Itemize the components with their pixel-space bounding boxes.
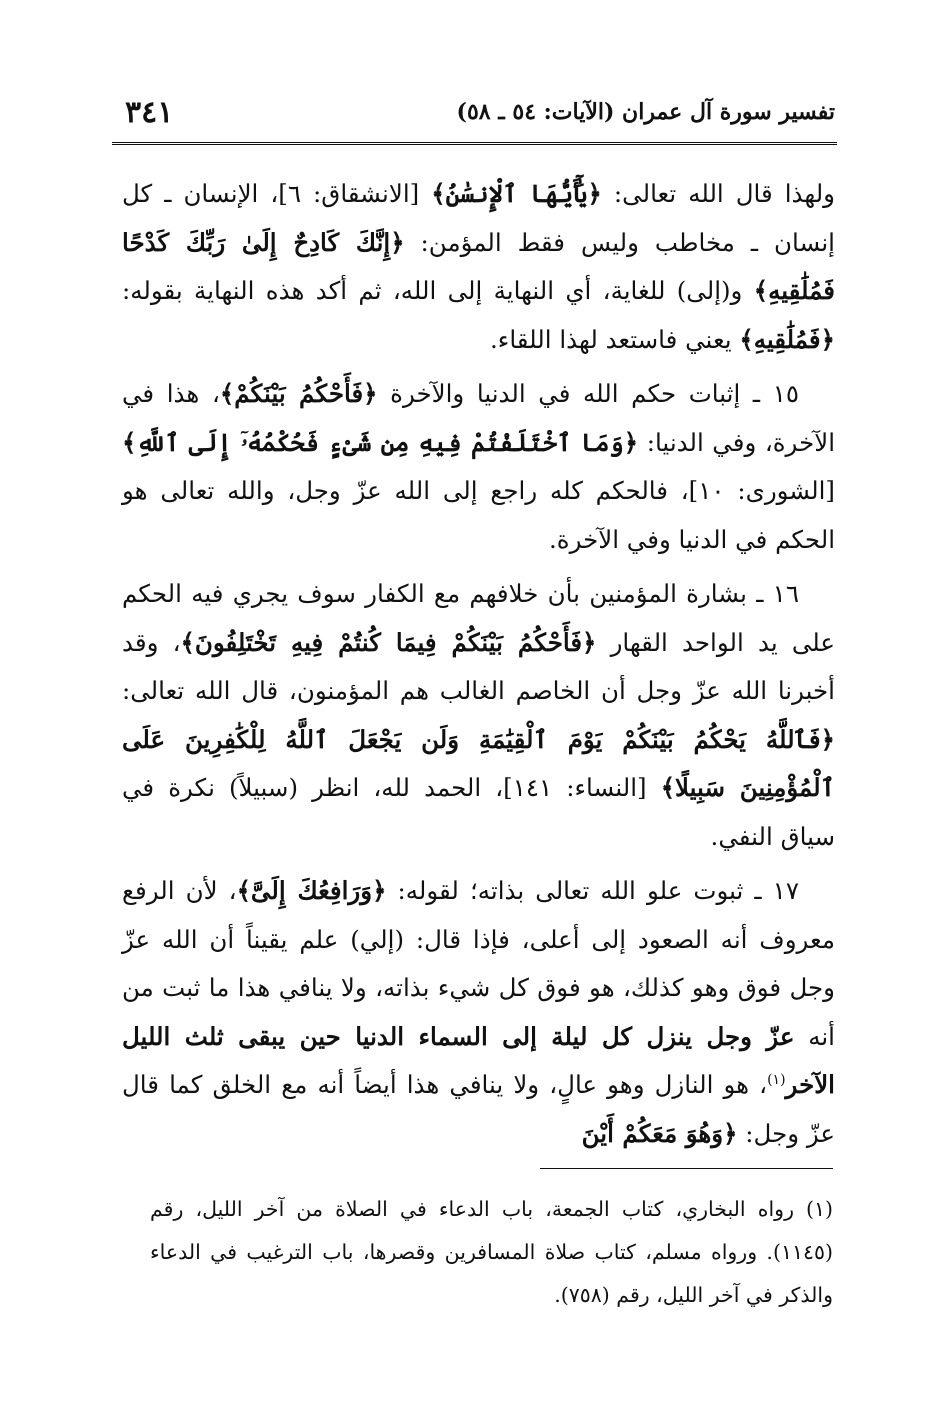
text-run: [الانشقاق: ٦]، الإنسان ـ كل إنسان ـ مخاطب وليس فقط المؤمن: xyxy=(122,179,835,257)
page-number: ٣٤١ xyxy=(125,94,174,130)
text-run: يعني فاستعد لهذا اللقاء. xyxy=(490,324,740,354)
main-text xyxy=(122,170,835,1164)
text-run: ، وقد أخبرنا الله عزّ وجل أن الخاصم الغالب هم المؤمنون، قال الله تعالى: xyxy=(122,627,835,705)
footnotes xyxy=(150,1188,833,1317)
paragraph-1 xyxy=(122,170,835,364)
footnote-1 xyxy=(150,1188,833,1317)
quran-verse: ﴿يَٰٓأَيُّهَا ٱلْإِنسَٰنُ﴾ xyxy=(431,179,602,208)
quran-verse: ﴿فَمُلَٰقِيهِ﴾ xyxy=(739,324,835,354)
running-header xyxy=(125,88,835,136)
text-run: ١٥ ـ إثبات حكم الله في الدنيا والآخرة xyxy=(377,379,800,408)
paragraph-2 xyxy=(122,370,835,564)
footnote-reference: (١) xyxy=(767,1071,786,1088)
text-run: ، هذا في الآخرة، وفي الدنيا: xyxy=(122,379,836,457)
text-run: و(إلى) للغاية، أي النهاية إلى الله، ثم أكد هذه النهاية بقوله: xyxy=(122,276,754,305)
text-run: ولهذا قال الله تعالى: xyxy=(601,179,835,208)
emphasized-text: عزّ وجل ينزل كل ليلة إلى السماء الدنيا حين يبقى ثلث الليل الآخر xyxy=(122,1021,835,1099)
quran-verse: ﴿وَهُوَ مَعَكُمْ أَيْنَ xyxy=(581,1118,738,1148)
text-run: [الشورى: ١٠]، فالحكم كله راجع إلى الله عزّ وجل، والله تعالى هو الحكم في الدنيا وفي الآخرة. xyxy=(122,476,835,554)
paragraph-4 xyxy=(122,867,835,1158)
footnote-marker: (١) xyxy=(805,1197,833,1221)
text-run: ١٧ ـ ثبوت علو الله تعالى بذاته؛ لقوله: xyxy=(386,876,799,905)
quran-verse: ﴿فَٱللَّهُ يَحْكُمُ بَيْنَكُمْ يَوْمَ ٱلْقِيَٰمَةِ وَلَن يَجْعَلَ ٱللَّهُ لِلْكَٰفِرِينَ عَلَى ٱلْمُؤْمِنِينَ سَبِيلًا﴾ xyxy=(122,724,835,802)
running-title: تفسير سورة آل عمران (الآيات: ٥٤ ـ ٥٨) xyxy=(456,99,835,125)
text-run: ، لأن الرفع معروف أنه الصعود إلى أعلى، فإذا قال: (إلي) علم يقيناً أن الله عزّ وجل فوق وهو كذلك، هو فوق كل شيء بذاته، ولا ينافي هذا ما ثبت من أنه xyxy=(122,876,835,1051)
quran-verse: ﴿إِنَّكَ كَادِحٌ إِلَىٰ رَبِّكَ كَدْحًا فَمُلَٰقِيهِ﴾ xyxy=(122,227,835,305)
footnote-divider xyxy=(540,1168,833,1169)
header-divider xyxy=(112,142,837,145)
text-run: ، هو النازل وهو عالٍ، ولا ينافي هذا أيضاً أنه مع الخلق كما قال عزّ وجل: xyxy=(122,1070,835,1148)
paragraph-3 xyxy=(122,570,835,861)
footnote-text: رواه البخاري، كتاب الجمعة، باب الدعاء في الصلاة من آخر الليل، رقم (١١٤٥). ورواه مسلم، كتاب صلاة المسافرين وقصرها، باب الترغيب في الدعاء والذكر في آخر الليل، رقم (٧٥٨). xyxy=(150,1197,833,1307)
text-run: ١٦ ـ بشارة المؤمنين بأن خلافهم مع الكفار سوف يجري فيه الحكم على يد الواحد القهار xyxy=(122,579,835,657)
text-run: [النساء: ١٤١]، الحمد لله، انظر (سبيلاً) نكرة في سياق النفي. xyxy=(122,773,835,851)
quran-verse: ﴿وَمَا ٱخْتَلَفْتُمْ فِيهِ مِن شَىْءٍ فَحُكْمُهُۥٓ إِلَى ٱللَّهِ﴾ xyxy=(122,427,639,457)
quran-verse: ﴿فَأَحْكُمُ بَيْنَكُمْ﴾ xyxy=(219,379,378,408)
quran-verse: ﴿فَأَحْكُمُ بَيْنَكُمْ فِيمَا كُنتُمْ فِيهِ تَخْتَلِفُونَ﴾ xyxy=(180,627,597,657)
quran-verse: ﴿وَرَافِعُكَ إِلَىَّ﴾ xyxy=(236,876,387,905)
